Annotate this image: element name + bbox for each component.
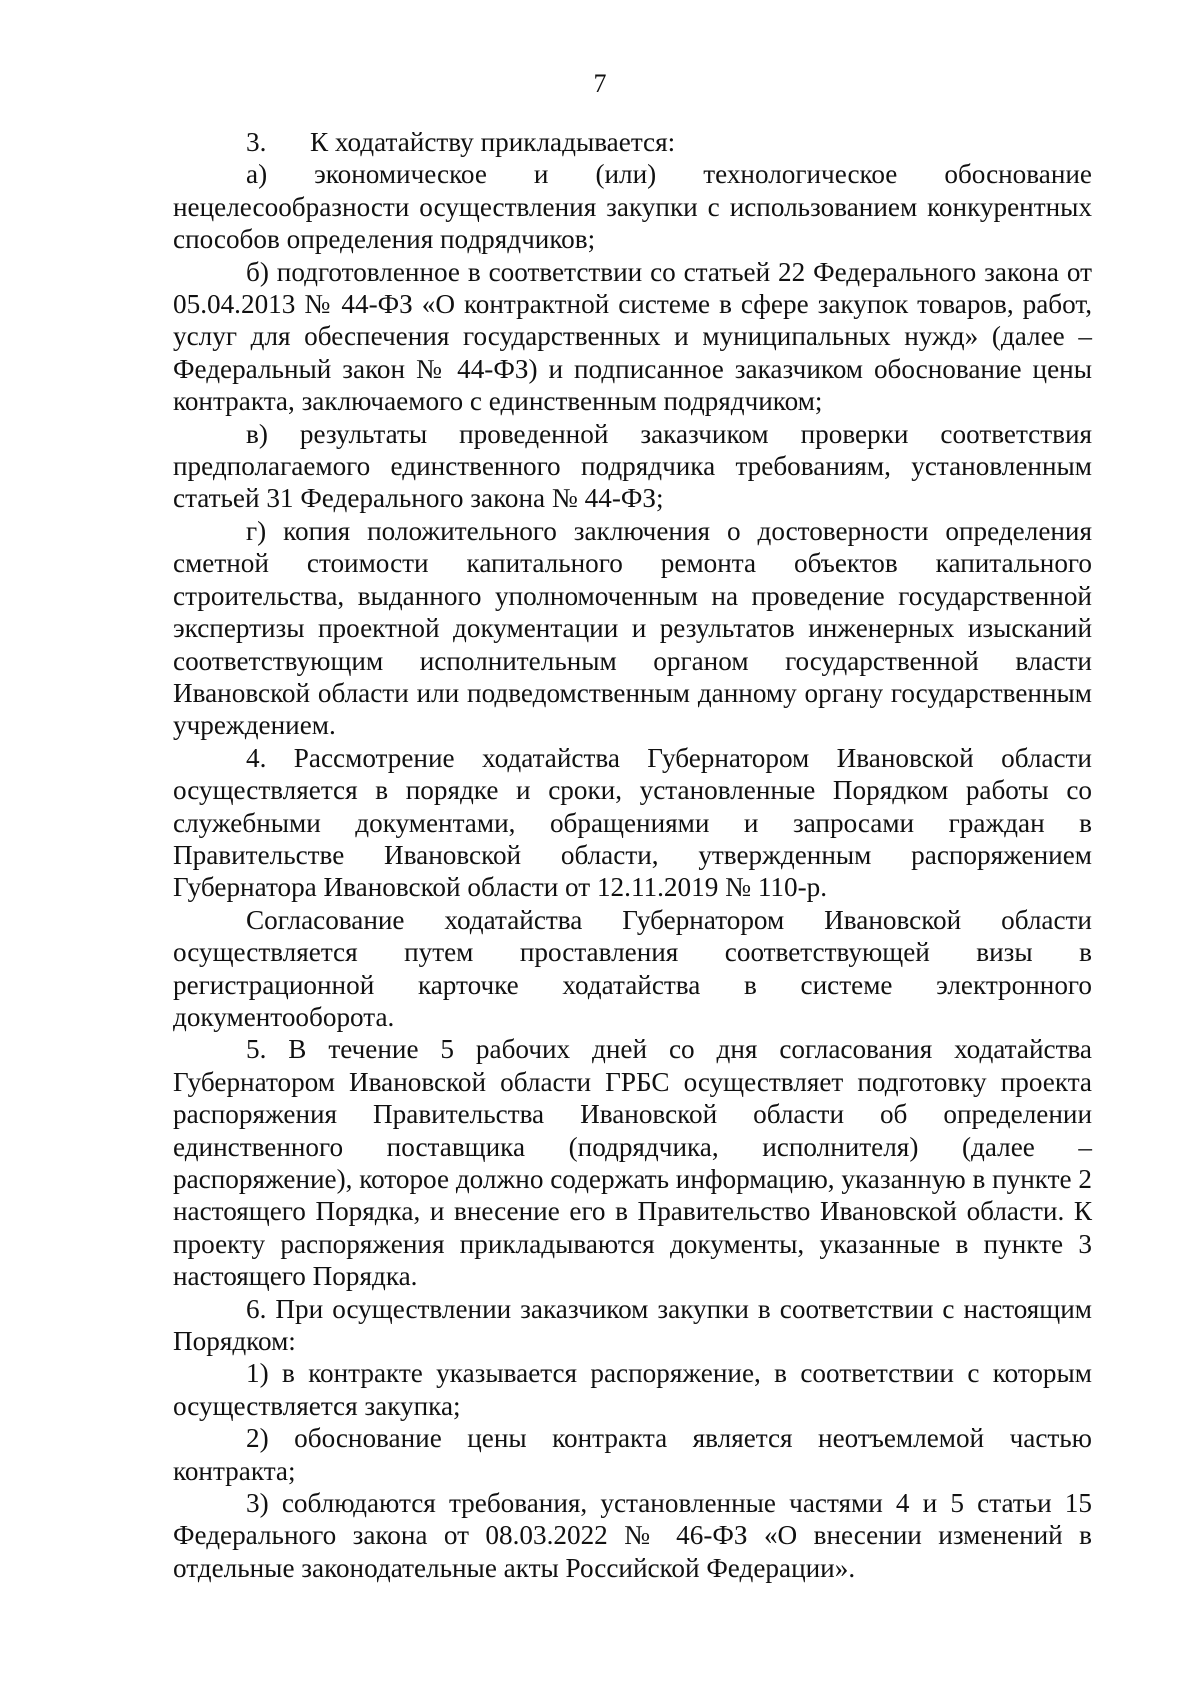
paragraph-4: 4. Рассмотрение ходатайства Губернатором Ивановской области осуществляется в порядке и сроки, установленные Порядком работы со служебными документами, обращениями и запросами граждан в Правительстве Ивановской области, утвержденным распоряжением Губернатора Ивановской области от 12.11.2019 № 110-р. bbox=[173, 742, 1092, 903]
paragraph-6-3: 3) соблюдаются требования, установленные частями 4 и 5 статьи 15 Федерального закона от 08.03.2022 № 46-ФЗ «О внесении изменений в отдельные законодательные акты Российской Федерации». bbox=[173, 1488, 1092, 1583]
paragraph-3a: а) экономическое и (или) технологическое обоснование нецелесообразности осуществления закупки с использованием конкурентных способов определения подрядчиков; bbox=[173, 159, 1092, 255]
paragraph-4-approval: Согласование ходатайства Губернатором Ивановской области осуществляется путем проставления соответствующей визы в регистрационной карточке ходатайства в системе электронного документооборота. bbox=[173, 904, 1092, 1032]
paragraph-3v: в) результаты проведенной заказчиком проверки соответствия предполагаемого единственного подрядчика требованиям, установленным статьей 31 Федерального закона № 44-ФЗ; bbox=[173, 418, 1092, 514]
paragraph-text: К ходатайству прикладывается: bbox=[310, 127, 676, 157]
paragraph-3g: г) копия положительного заключения о достоверности определения сметной стоимости капитального ремонта объектов капитального строительства, выданного уполномоченным на проведение государственной экспертизы проектной документации и результатов инженерных изысканий соответствующим исполнительным органом государственной власти Ивановской области или подведомственным данному органу государственным учреждением. bbox=[173, 515, 1092, 741]
paragraph-6-2: 2) обоснование цены контракта является неотъемлемой частью контракта; bbox=[173, 1423, 1092, 1486]
document-body bbox=[173, 126, 1092, 1584]
paragraph-6-1: 1) в контракте указывается распоряжение, в соответствии с которым осуществляется закупка; bbox=[173, 1358, 1092, 1421]
paragraph-6: 6. При осуществлении заказчиком закупки в соответствии с настоящим Порядком: bbox=[173, 1293, 1092, 1357]
paragraph-3b: б) подготовленное в соответствии со статьей 22 Федерального закона от 05.04.2013 № 44-ФЗ «О контрактной системе в сфере закупок товаров, работ, услуг для обеспечения государственных и муниципальных нужд» (далее – Федеральный закон № 44-ФЗ) и подписанное заказчиком обоснование цены контракта, заключаемого с единственным подрядчиком; bbox=[173, 256, 1092, 417]
paragraph-5: 5. В течение 5 рабочих дней со дня согласования ходатайства Губернатором Ивановской области ГРБС осуществляет подготовку проекта распоряжения Правительства Ивановской области об определении единственного поставщика (подрядчика, исполнителя) (далее – распоряжение), которое должно содержать информацию, указанную в пункте 2 настоящего Порядка, и внесение его в Правительство Ивановской области. К проекту распоряжения прикладываются документы, указанные в пункте 3 настоящего Порядка. bbox=[173, 1034, 1092, 1292]
page-number: 7 bbox=[593, 69, 607, 98]
paragraph-3-heading bbox=[173, 126, 1092, 158]
paragraph-number: 3. bbox=[246, 127, 267, 157]
